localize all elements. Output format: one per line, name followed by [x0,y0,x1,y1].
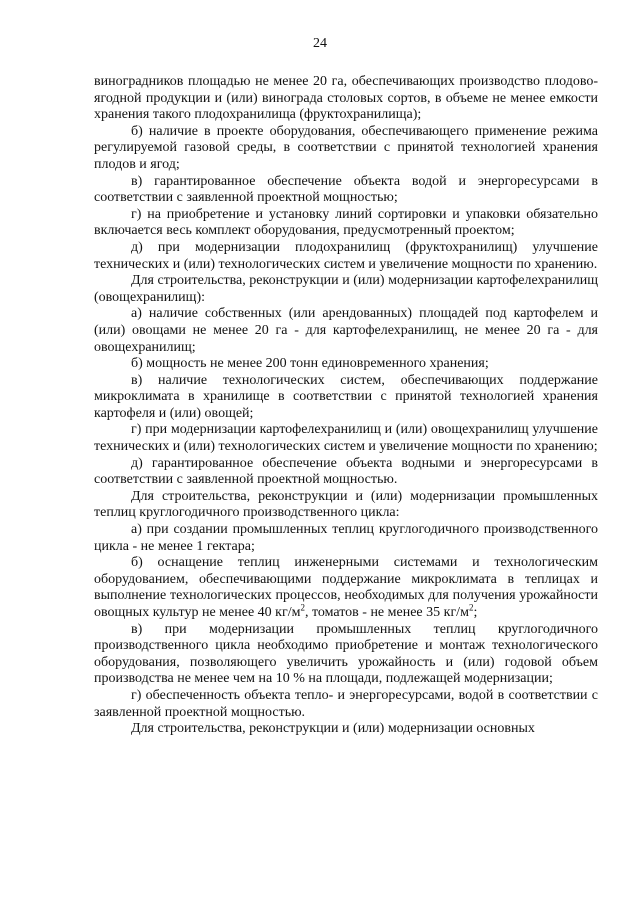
paragraph: г) обеспеченность объекта тепло- и энергоресурсами, водой в соответствии с заявленной проектной мощностью. [94,687,598,720]
page-number: 24 [313,36,327,51]
paragraph-text: б) оснащение теплиц инженерными системами и технологическим оборудованием, обеспечивающими поддержание микроклимата в теплицах и выполнение технологических процессов, необходимых для получения урожайности овощных культур не менее 40 кг/м [94,555,598,620]
section-heading-paragraph: Для строительства, реконструкции и (или) модернизации основных [131,721,535,737]
paragraph [94,555,598,621]
paragraph: б) наличие в проекте оборудования, обеспечивающего применение режима регулируемой газовой среды, в соответствии с принятой технологией хранения плодов и ягод; [94,123,598,172]
paragraph-text: ; [473,605,478,620]
paragraph: а) наличие собственных (или арендованных) площадей под картофелем и (или) овощами не менее 20 га - для картофелехранилищ, не менее 20 га - для овощехранилищ; [94,306,598,355]
paragraph: г) на приобретение и установку линий сортировки и упаковки обязательно включается весь комплект оборудования, предусмотренный проектом; [94,206,598,239]
superscript: 2 [468,602,474,613]
superscript: 2 [300,602,305,613]
paragraph: г) при модернизации картофелехранилищ и (или) овощехранилищ улучшение технических и (или) технологических систем и увеличение мощности по хранению; [94,422,598,455]
paragraph: в) при модернизации промышленных теплиц круглогодичного производственного цикла необходимо приобретение и монтаж технологического оборудования, позволяющего увеличить урожайность и (или) годовой объем производства не менее чем на 10 % на площади, подлежащей модернизации; [94,621,598,687]
paragraph: д) гарантированное обеспечение объекта водными и энергоресурсами в соответствии с заявленной проектной мощностью. [94,455,598,488]
paragraph: б) мощность не менее 200 тонн единовременного хранения; [131,356,489,372]
paragraph: д) при модернизации плодохранилищ (фруктохранилищ) улучшение технических и (или) технологических систем и увеличение мощности по хранению. [94,239,598,272]
paragraph: а) при создании промышленных теплиц круглогодичного производственного цикла - не менее 1 гектара; [94,522,598,554]
document-body [94,74,598,738]
paragraph-text: , томатов - не менее 35 кг/м [304,605,469,620]
paragraph: в) наличие технологических систем, обеспечивающих поддержание микроклимата в хранилище в соответствии с принятой технологией хранения картофеля и (или) овощей; [94,372,598,421]
section-heading-paragraph: Для строительства, реконструкции и (или) модернизации промышленных теплиц круглогодичного производственного цикла: [94,488,598,521]
paragraph: в) гарантированное обеспечение объекта водой и энергоресурсами в соответствии с заявленной проектной мощностью; [94,173,598,206]
section-heading-paragraph: Для строительства, реконструкции и (или) модернизации картофелехранилищ (овощехранилищ): [94,273,598,305]
paragraph: виноградников площадью не менее 20 га, обеспечивающих производство плодово-ягодной продукции и (или) винограда столовых сортов, в объеме не менее емкости хранения такого плодохранилища (фруктохранилища); [94,74,598,123]
